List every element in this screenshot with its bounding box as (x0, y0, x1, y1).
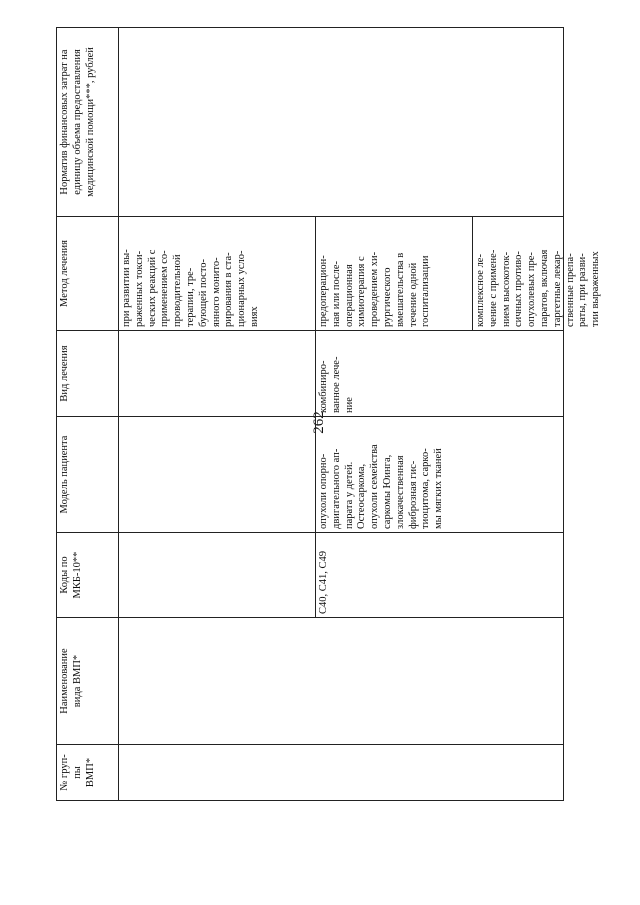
table-row (119, 28, 564, 801)
method-row-2: предоперацион- ная или после- операционная химиотерапия с проведением хи- рургического вмешательства в течение одной госпитализации (316, 217, 473, 330)
cell-vmp-name (119, 618, 564, 745)
cell-cost (119, 28, 564, 217)
table-rotator (56, 28, 602, 801)
method-row-1: при развитии вы- раженных токси- ческих реакций с применением со- проводительной терапии, тре- бующей посто- янного монито- рирования в ста- ционарных усло- виях (119, 217, 316, 330)
cell-treatment-type (119, 331, 564, 417)
header-row (57, 28, 119, 801)
header-model: Модель пациента (57, 417, 119, 533)
model-row-1 (119, 417, 316, 532)
page-number: 262 (310, 411, 327, 434)
icd-row-2: С40, С41, С49 (318, 550, 329, 614)
treatment-row-2: комбиниро- ванное лече- ние (318, 356, 355, 413)
header-cost: Норматив финансовых затрат на единицу объема предоставления медицинской помощи***, рублей (57, 28, 119, 217)
header-vmp-name: Наименование вида ВМП* (57, 618, 119, 745)
cell-model (119, 417, 564, 533)
cell-group (119, 745, 564, 801)
icd-row-1 (119, 533, 316, 617)
header-treatment-type: Вид лечения (57, 331, 119, 417)
cell-method (119, 217, 602, 331)
header-method: Метод лечения (57, 217, 119, 331)
treatment-row-1 (119, 331, 316, 416)
header-icd: Коды по МКБ-10** (57, 533, 119, 618)
cell-icd (119, 533, 564, 618)
vmp-table (56, 27, 602, 801)
header-group: № груп- пы ВМП* (57, 745, 119, 801)
method-row-3: комплексное ле- чение с примене- нием высокоток- сичных противо- опухолевых пре- паратов, включая таргетные лекар- ственные препа- раты, при разви- тии выраженных (475, 249, 602, 327)
model-row-2: опухоли опорно- двигательного ап- парата у детей. Остеосаркома, опухоли семейства саркомы Юинга, злокачественная фиброзная гис- тиоцитома, сарко- мы мягких тканей (318, 444, 445, 529)
rotated-table-wrapper (56, 28, 602, 801)
